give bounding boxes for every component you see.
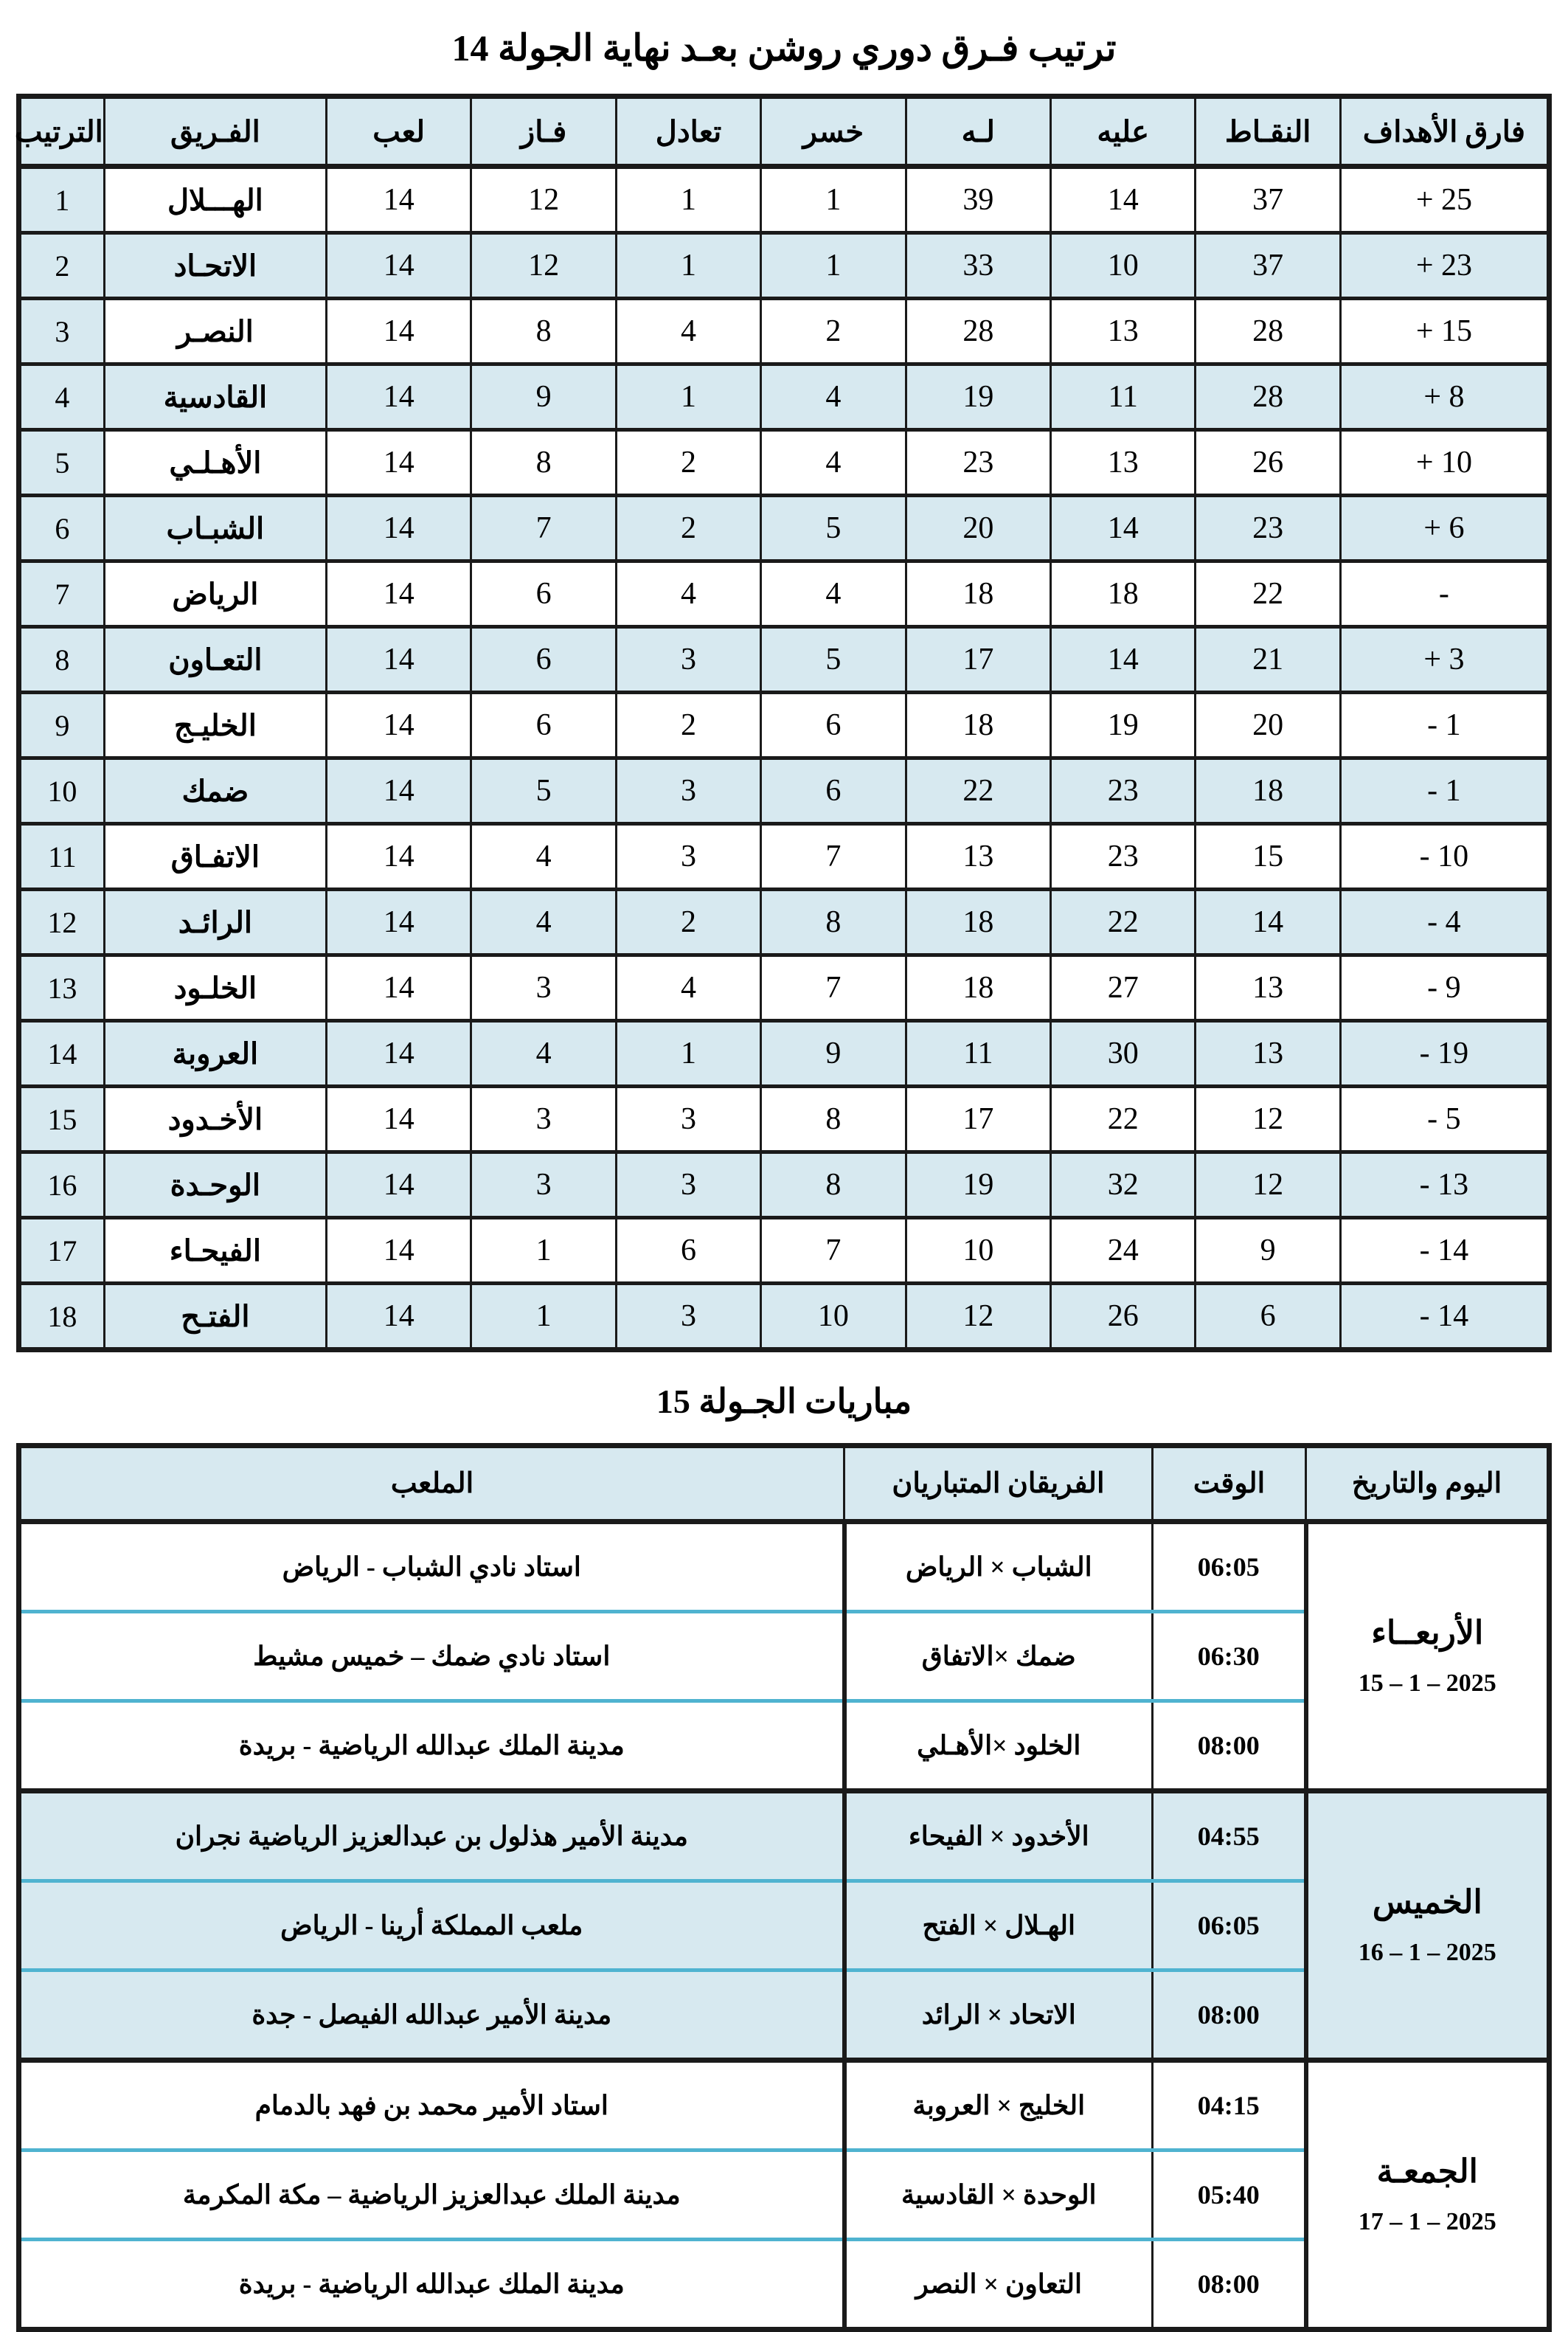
standings-cell-gd: 6 + bbox=[1340, 496, 1549, 561]
fixture-venue: استاد الأمير محمد بن فهد بالدمام bbox=[19, 2060, 844, 2150]
standings-cell-team: الاتفـاق bbox=[104, 824, 326, 890]
standings-cell-lost: 4 bbox=[761, 561, 906, 627]
standings-cell-lost: 7 bbox=[761, 1218, 906, 1284]
fixture-row bbox=[19, 1521, 1550, 1611]
standings-cell-lost: 2 bbox=[761, 299, 906, 364]
standings-cell-played: 14 bbox=[326, 561, 471, 627]
standings-cell-team: الأهـلـي bbox=[104, 430, 326, 496]
standings-cell-ga: 26 bbox=[1051, 1284, 1196, 1350]
fixture-day-date: 16 – 1 – 2025 bbox=[1358, 1939, 1496, 1967]
fixture-time: 06:05 bbox=[1153, 1881, 1306, 1970]
standings-col-ga: عليه bbox=[1051, 97, 1196, 167]
standings-row bbox=[19, 627, 1550, 693]
fixture-venue: مدينة الأمير عبدالله الفيصل - جدة bbox=[19, 1970, 844, 2060]
standings-cell-lost: 1 bbox=[761, 167, 906, 233]
standings-cell-lost: 8 bbox=[761, 890, 906, 955]
standings-row bbox=[19, 299, 1550, 364]
standings-cell-rank: 8 bbox=[19, 627, 105, 693]
standings-cell-points: 37 bbox=[1196, 167, 1340, 233]
standings-cell-drawn: 6 bbox=[616, 1218, 760, 1284]
fixture-day-date: 17 – 1 – 2025 bbox=[1358, 2208, 1496, 2236]
standings-cell-gf: 33 bbox=[906, 233, 1050, 299]
standings-cell-won: 12 bbox=[471, 233, 616, 299]
standings-cell-gd: 15 + bbox=[1340, 299, 1549, 364]
standings-cell-team: الفتـح bbox=[104, 1284, 326, 1350]
standings-cell-gf: 10 bbox=[906, 1218, 1050, 1284]
fixture-teams: الوحدة × القادسية bbox=[844, 2150, 1153, 2239]
standings-cell-lost: 5 bbox=[761, 627, 906, 693]
standings-col-points: النقـاط bbox=[1196, 97, 1340, 167]
standings-cell-team: الشبـاب bbox=[104, 496, 326, 561]
standings-cell-gd: 25 + bbox=[1340, 167, 1549, 233]
standings-cell-won: 1 bbox=[471, 1284, 616, 1350]
standings-cell-points: 21 bbox=[1196, 627, 1340, 693]
standings-cell-won: 8 bbox=[471, 430, 616, 496]
standings-cell-lost: 6 bbox=[761, 693, 906, 758]
standings-cell-gf: 39 bbox=[906, 167, 1050, 233]
standings-cell-played: 14 bbox=[326, 890, 471, 955]
standings-cell-gd: 10 - bbox=[1340, 824, 1549, 890]
standings-cell-rank: 17 bbox=[19, 1218, 105, 1284]
standings-cell-gd: 3 + bbox=[1340, 627, 1549, 693]
fixtures-col-time: الوقت bbox=[1153, 1445, 1306, 1521]
fixture-time: 06:05 bbox=[1153, 1521, 1306, 1611]
fixture-time: 08:00 bbox=[1153, 1970, 1306, 2060]
standings-cell-rank: 1 bbox=[19, 167, 105, 233]
standings-row bbox=[19, 890, 1550, 955]
standings-cell-rank: 7 bbox=[19, 561, 105, 627]
standings-cell-ga: 10 bbox=[1051, 233, 1196, 299]
standings-row bbox=[19, 167, 1550, 233]
standings-cell-ga: 24 bbox=[1051, 1218, 1196, 1284]
standings-title: ترتيب فـرق دوري روشن بعـد نهاية الجولة 14 bbox=[451, 27, 1117, 69]
standings-cell-drawn: 3 bbox=[616, 1087, 760, 1152]
standings-body bbox=[19, 167, 1550, 1350]
standings-cell-points: 6 bbox=[1196, 1284, 1340, 1350]
standings-cell-gf: 11 bbox=[906, 1021, 1050, 1087]
standings-cell-won: 1 bbox=[471, 1218, 616, 1284]
standings-cell-played: 14 bbox=[326, 1152, 471, 1218]
standings-cell-lost: 6 bbox=[761, 758, 906, 824]
standings-cell-rank: 10 bbox=[19, 758, 105, 824]
fixture-day-name: الخميس bbox=[1372, 1883, 1482, 1920]
standings-row bbox=[19, 233, 1550, 299]
standings-cell-played: 14 bbox=[326, 496, 471, 561]
standings-cell-won: 12 bbox=[471, 167, 616, 233]
standings-cell-team: الاتحـاد bbox=[104, 233, 326, 299]
standings-cell-gf: 28 bbox=[906, 299, 1050, 364]
standings-cell-drawn: 3 bbox=[616, 758, 760, 824]
standings-cell-drawn: 4 bbox=[616, 955, 760, 1021]
standings-cell-ga: 23 bbox=[1051, 758, 1196, 824]
standings-cell-ga: 14 bbox=[1051, 496, 1196, 561]
fixture-teams: الخليج × العروبة bbox=[844, 2060, 1153, 2150]
standings-cell-won: 3 bbox=[471, 1087, 616, 1152]
standings-cell-lost: 9 bbox=[761, 1021, 906, 1087]
standings-cell-team: الهـــلال bbox=[104, 167, 326, 233]
standings-cell-rank: 15 bbox=[19, 1087, 105, 1152]
standings-col-drawn: تعادل bbox=[616, 97, 760, 167]
fixtures-table bbox=[16, 1443, 1552, 2332]
standings-col-lost: خسر bbox=[761, 97, 906, 167]
standings-cell-team: ضمك bbox=[104, 758, 326, 824]
standings-cell-played: 14 bbox=[326, 364, 471, 430]
standings-cell-rank: 2 bbox=[19, 233, 105, 299]
standings-cell-points: 20 bbox=[1196, 693, 1340, 758]
standings-cell-won: 5 bbox=[471, 758, 616, 824]
standings-cell-points: 12 bbox=[1196, 1152, 1340, 1218]
standings-col-rank: الترتيب bbox=[19, 97, 105, 167]
standings-cell-won: 3 bbox=[471, 1152, 616, 1218]
standings-cell-points: 13 bbox=[1196, 955, 1340, 1021]
standings-cell-played: 14 bbox=[326, 299, 471, 364]
fixture-venue: مدينة الملك عبدالله الرياضية - بريدة bbox=[19, 2239, 844, 2329]
fixture-time: 05:40 bbox=[1153, 2150, 1306, 2239]
standings-cell-ga: 22 bbox=[1051, 1087, 1196, 1152]
standings-cell-gf: 12 bbox=[906, 1284, 1050, 1350]
standings-cell-gf: 13 bbox=[906, 824, 1050, 890]
standings-cell-gd: 23 + bbox=[1340, 233, 1549, 299]
standings-cell-drawn: 2 bbox=[616, 890, 760, 955]
standings-cell-drawn: 2 bbox=[616, 496, 760, 561]
standings-col-gf: لـه bbox=[906, 97, 1050, 167]
standings-cell-won: 6 bbox=[471, 693, 616, 758]
fixture-day-date: 15 – 1 – 2025 bbox=[1358, 1670, 1496, 1698]
fixture-teams: الخلود ×الأهـلي bbox=[844, 1700, 1153, 1790]
standings-cell-gd: 9 - bbox=[1340, 955, 1549, 1021]
standings-cell-gf: 18 bbox=[906, 955, 1050, 1021]
standings-col-team: الفـريق bbox=[104, 97, 326, 167]
fixture-day-cell bbox=[1306, 1790, 1550, 2060]
fixture-venue: مدينة الملك عبدالله الرياضية - بريدة bbox=[19, 1700, 844, 1790]
standings-cell-rank: 9 bbox=[19, 693, 105, 758]
standings-cell-gf: 23 bbox=[906, 430, 1050, 496]
standings-cell-lost: 8 bbox=[761, 1152, 906, 1218]
standings-cell-played: 14 bbox=[326, 955, 471, 1021]
standings-cell-rank: 4 bbox=[19, 364, 105, 430]
standings-cell-ga: 19 bbox=[1051, 693, 1196, 758]
fixture-day-name: الأربعــاء bbox=[1371, 1614, 1484, 1651]
standings-cell-gf: 18 bbox=[906, 890, 1050, 955]
standings-cell-gf: 20 bbox=[906, 496, 1050, 561]
standings-cell-drawn: 1 bbox=[616, 1021, 760, 1087]
standings-cell-drawn: 3 bbox=[616, 627, 760, 693]
standings-cell-points: 14 bbox=[1196, 890, 1340, 955]
standings-cell-ga: 14 bbox=[1051, 627, 1196, 693]
standings-cell-lost: 5 bbox=[761, 496, 906, 561]
standings-row bbox=[19, 496, 1550, 561]
standings-row bbox=[19, 955, 1550, 1021]
standings-row bbox=[19, 561, 1550, 627]
standings-cell-points: 28 bbox=[1196, 364, 1340, 430]
standings-cell-team: الرياض bbox=[104, 561, 326, 627]
standings-cell-gd: 8 + bbox=[1340, 364, 1549, 430]
fixtures-header-row bbox=[19, 1445, 1550, 1521]
standings-cell-gd: 5 - bbox=[1340, 1087, 1549, 1152]
standings-cell-played: 14 bbox=[326, 1087, 471, 1152]
standings-row bbox=[19, 758, 1550, 824]
standings-cell-team: القادسية bbox=[104, 364, 326, 430]
standings-cell-rank: 16 bbox=[19, 1152, 105, 1218]
standings-cell-ga: 23 bbox=[1051, 824, 1196, 890]
standings-cell-gf: 17 bbox=[906, 627, 1050, 693]
standings-cell-won: 3 bbox=[471, 955, 616, 1021]
standings-cell-ga: 13 bbox=[1051, 430, 1196, 496]
fixture-venue: استاد نادي الشباب - الرياض bbox=[19, 1521, 844, 1611]
standings-cell-rank: 18 bbox=[19, 1284, 105, 1350]
fixtures-title: مباريات الجـولة 15 bbox=[656, 1383, 912, 1420]
standings-cell-gf: 18 bbox=[906, 561, 1050, 627]
standings-cell-rank: 6 bbox=[19, 496, 105, 561]
standings-cell-ga: 22 bbox=[1051, 890, 1196, 955]
fixture-venue: مدينة الملك عبدالعزيز الرياضية – مكة المكرمة bbox=[19, 2150, 844, 2239]
standings-header-row bbox=[19, 97, 1550, 167]
fixture-teams: ضمك ×الاتفاق bbox=[844, 1611, 1153, 1700]
standings-cell-ga: 32 bbox=[1051, 1152, 1196, 1218]
fixtures-col-match: الفريقان المتباريان bbox=[844, 1445, 1153, 1521]
standings-cell-rank: 13 bbox=[19, 955, 105, 1021]
standings-cell-ga: 30 bbox=[1051, 1021, 1196, 1087]
standings-cell-ga: 27 bbox=[1051, 955, 1196, 1021]
standings-cell-points: 12 bbox=[1196, 1087, 1340, 1152]
standings-cell-points: 28 bbox=[1196, 299, 1340, 364]
standings-cell-points: 13 bbox=[1196, 1021, 1340, 1087]
standings-row bbox=[19, 1087, 1550, 1152]
standings-cell-played: 14 bbox=[326, 1284, 471, 1350]
fixtures-body bbox=[19, 1521, 1550, 2329]
standings-cell-rank: 5 bbox=[19, 430, 105, 496]
standings-cell-played: 14 bbox=[326, 1218, 471, 1284]
standings-cell-team: العروبة bbox=[104, 1021, 326, 1087]
fixture-venue: ملعب المملكة أرينا - الرياض bbox=[19, 1881, 844, 1970]
standings-cell-ga: 18 bbox=[1051, 561, 1196, 627]
fixture-time: 04:15 bbox=[1153, 2060, 1306, 2150]
standings-cell-gd: 1 - bbox=[1340, 693, 1549, 758]
standings-cell-gd: - bbox=[1340, 561, 1549, 627]
standings-cell-gf: 18 bbox=[906, 693, 1050, 758]
standings-cell-drawn: 3 bbox=[616, 824, 760, 890]
standings-cell-won: 7 bbox=[471, 496, 616, 561]
fixture-teams: التعاون × النصر bbox=[844, 2239, 1153, 2329]
standings-cell-drawn: 1 bbox=[616, 167, 760, 233]
standings-cell-points: 18 bbox=[1196, 758, 1340, 824]
standings-cell-gf: 19 bbox=[906, 364, 1050, 430]
standings-cell-gd: 14 - bbox=[1340, 1284, 1549, 1350]
standings-cell-won: 4 bbox=[471, 824, 616, 890]
standings-cell-gd: 10 + bbox=[1340, 430, 1549, 496]
standings-cell-team: الرائـد bbox=[104, 890, 326, 955]
standings-cell-won: 4 bbox=[471, 1021, 616, 1087]
fixture-row bbox=[19, 1790, 1550, 1881]
standings-cell-team: الخليـج bbox=[104, 693, 326, 758]
standings-cell-lost: 7 bbox=[761, 824, 906, 890]
fixture-day-cell bbox=[1306, 2060, 1550, 2329]
standings-cell-lost: 1 bbox=[761, 233, 906, 299]
fixture-teams: الهـلال × الفتح bbox=[844, 1881, 1153, 1970]
standings-cell-rank: 3 bbox=[19, 299, 105, 364]
standings-cell-team: التعـاون bbox=[104, 627, 326, 693]
standings-cell-won: 8 bbox=[471, 299, 616, 364]
standings-row bbox=[19, 364, 1550, 430]
standings-cell-rank: 12 bbox=[19, 890, 105, 955]
standings-cell-lost: 10 bbox=[761, 1284, 906, 1350]
standings-cell-team: الخلـود bbox=[104, 955, 326, 1021]
standings-cell-points: 23 bbox=[1196, 496, 1340, 561]
standings-row bbox=[19, 693, 1550, 758]
standings-cell-ga: 14 bbox=[1051, 167, 1196, 233]
standings-row bbox=[19, 1218, 1550, 1284]
standings-cell-gf: 22 bbox=[906, 758, 1050, 824]
standings-col-won: فـاز bbox=[471, 97, 616, 167]
standings-cell-gd: 19 - bbox=[1340, 1021, 1549, 1087]
standings-cell-gd: 14 - bbox=[1340, 1218, 1549, 1284]
standings-cell-drawn: 3 bbox=[616, 1284, 760, 1350]
standings-cell-gd: 13 - bbox=[1340, 1152, 1549, 1218]
standings-cell-played: 14 bbox=[326, 1021, 471, 1087]
standings-col-played: لعب bbox=[326, 97, 471, 167]
standings-cell-ga: 11 bbox=[1051, 364, 1196, 430]
standings-cell-team: الفيحـاء bbox=[104, 1218, 326, 1284]
fixture-venue: استاد نادي ضمك – خميس مشيط bbox=[19, 1611, 844, 1700]
standings-cell-points: 15 bbox=[1196, 824, 1340, 890]
standings-col-gd: فارق الأهداف bbox=[1340, 97, 1549, 167]
standings-cell-played: 14 bbox=[326, 693, 471, 758]
standings-cell-won: 9 bbox=[471, 364, 616, 430]
standings-cell-points: 22 bbox=[1196, 561, 1340, 627]
standings-cell-drawn: 2 bbox=[616, 430, 760, 496]
standings-cell-played: 14 bbox=[326, 233, 471, 299]
standings-cell-gf: 17 bbox=[906, 1087, 1050, 1152]
standings-cell-lost: 4 bbox=[761, 430, 906, 496]
standings-cell-gf: 19 bbox=[906, 1152, 1050, 1218]
standings-cell-drawn: 2 bbox=[616, 693, 760, 758]
fixture-time: 06:30 bbox=[1153, 1611, 1306, 1700]
standings-cell-drawn: 3 bbox=[616, 1152, 760, 1218]
standings-cell-played: 14 bbox=[326, 824, 471, 890]
standings-cell-rank: 14 bbox=[19, 1021, 105, 1087]
fixture-teams: الأخدود × الفيحاء bbox=[844, 1790, 1153, 1881]
standings-cell-points: 37 bbox=[1196, 233, 1340, 299]
fixture-day-name: الجمعـة bbox=[1376, 2153, 1478, 2190]
fixture-time: 08:00 bbox=[1153, 1700, 1306, 1790]
standings-row bbox=[19, 1021, 1550, 1087]
standings-cell-gd: 4 - bbox=[1340, 890, 1549, 955]
fixture-venue: مدينة الأمير هذلول بن عبدالعزيز الرياضية نجران bbox=[19, 1790, 844, 1881]
standings-cell-drawn: 4 bbox=[616, 561, 760, 627]
standings-row bbox=[19, 430, 1550, 496]
standings-cell-points: 26 bbox=[1196, 430, 1340, 496]
standings-cell-gd: 1 - bbox=[1340, 758, 1549, 824]
standings-cell-lost: 8 bbox=[761, 1087, 906, 1152]
standings-cell-played: 14 bbox=[326, 627, 471, 693]
fixtures-col-day: اليوم والتاريخ bbox=[1306, 1445, 1550, 1521]
standings-cell-lost: 4 bbox=[761, 364, 906, 430]
standings-table bbox=[16, 94, 1552, 1352]
standings-cell-won: 6 bbox=[471, 627, 616, 693]
standings-cell-played: 14 bbox=[326, 430, 471, 496]
fixture-teams: الاتحاد × الرائد bbox=[844, 1970, 1153, 2060]
fixtures-col-venue: الملعب bbox=[19, 1445, 844, 1521]
standings-row bbox=[19, 1284, 1550, 1350]
standings-cell-won: 6 bbox=[471, 561, 616, 627]
standings-cell-won: 4 bbox=[471, 890, 616, 955]
fixture-teams: الشباب × الرياض bbox=[844, 1521, 1153, 1611]
standings-cell-played: 14 bbox=[326, 758, 471, 824]
standings-cell-team: النصـر bbox=[104, 299, 326, 364]
fixture-day-cell bbox=[1306, 1521, 1550, 1790]
standings-row bbox=[19, 824, 1550, 890]
fixture-row bbox=[19, 2060, 1550, 2150]
standings-cell-ga: 13 bbox=[1051, 299, 1196, 364]
standings-cell-drawn: 4 bbox=[616, 299, 760, 364]
standings-cell-team: الأخـدود bbox=[104, 1087, 326, 1152]
standings-cell-rank: 11 bbox=[19, 824, 105, 890]
standings-cell-team: الوحـدة bbox=[104, 1152, 326, 1218]
fixture-time: 04:55 bbox=[1153, 1790, 1306, 1881]
standings-cell-lost: 7 bbox=[761, 955, 906, 1021]
fixture-time: 08:00 bbox=[1153, 2239, 1306, 2329]
standings-cell-points: 9 bbox=[1196, 1218, 1340, 1284]
standings-row bbox=[19, 1152, 1550, 1218]
standings-cell-played: 14 bbox=[326, 167, 471, 233]
standings-cell-drawn: 1 bbox=[616, 233, 760, 299]
standings-cell-drawn: 1 bbox=[616, 364, 760, 430]
